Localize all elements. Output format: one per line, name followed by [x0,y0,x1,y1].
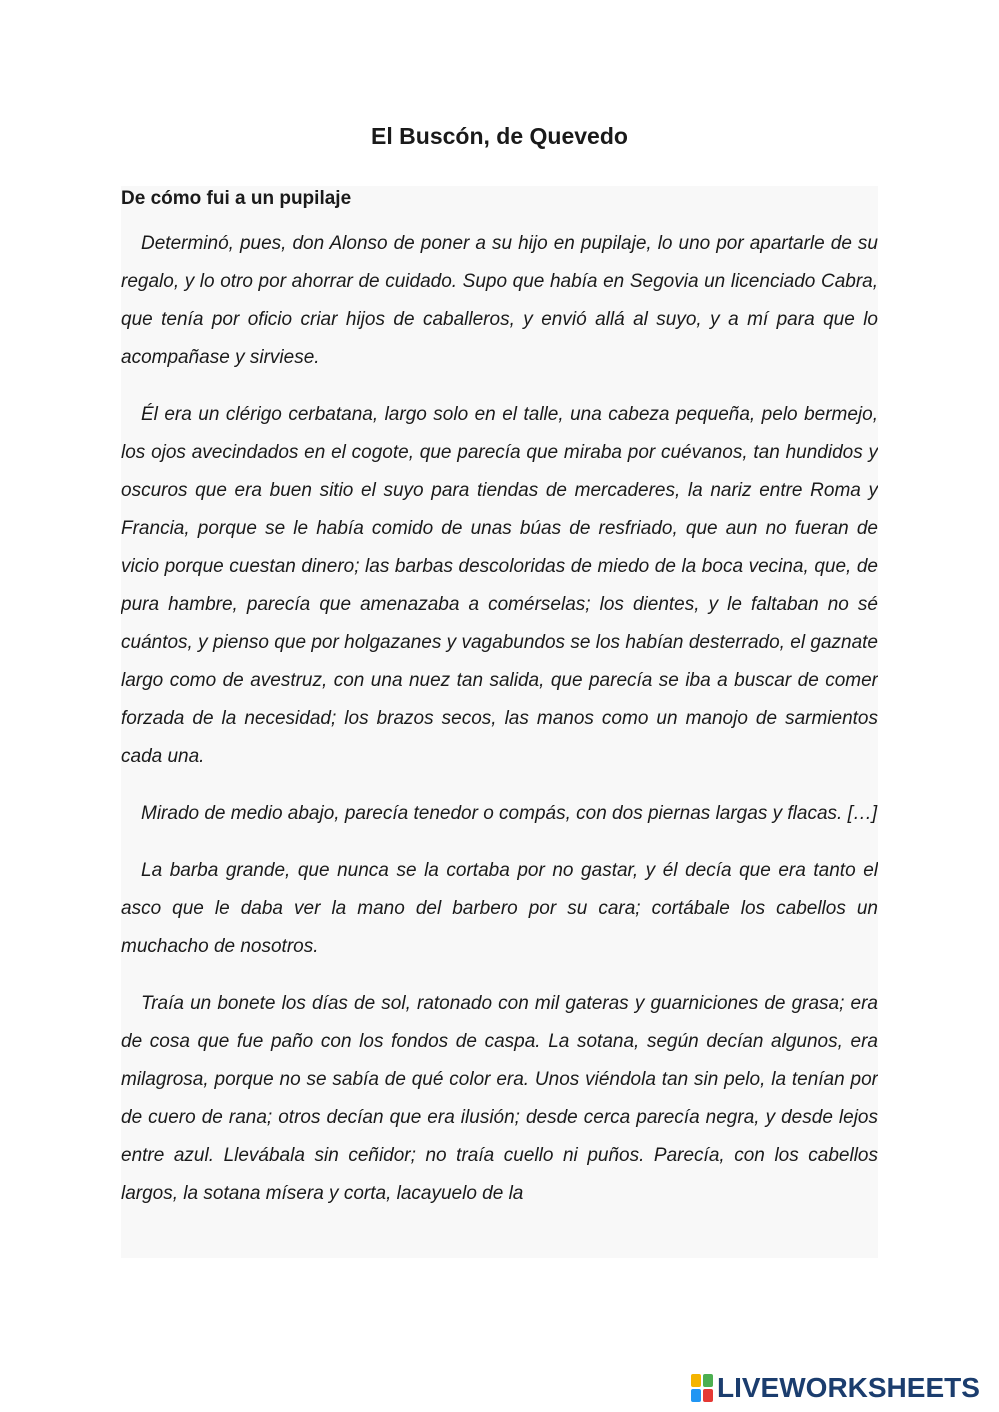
brand-name: LIVEWORKSHEETS [717,1372,980,1403]
paragraph: Determinó, pues, don Alonso de poner a su hijo en pupilaje, lo uno por apartarle de su regalo, y lo otro por ahorrar de cuidado. Supo que había en Segovia un licenciado Cabra, que tenía por oficio criar hijos de caballeros, y envió allá al suyo, y a mí para que lo acompañase y sirviese. [121,233,878,368]
paragraph: La barba grande, que nunca se la cortaba por no gastar, y él decía que era tanto el asco que le daba ver la mano del barbero por su cara; cortábale los cabellos un muchacho de nosotros. [121,860,878,957]
page-title: El Buscón, de Quevedo [371,123,628,149]
text-block [121,186,878,1258]
paragraph: Él era un clérigo cerbatana, largo solo en el talle, una cabeza pequeña, pelo bermejo, los ojos avecindados en el cogote, que parecía que miraba por cuévanos, tan hundidos y oscuros que era buen sitio el suyo para tiendas de mercaderes, la nariz entre Roma y Francia, porque se le había comido de unas búas de resfriado, que aun no fueran de vicio porque cuestan dinero; las barbas descoloridas de miedo de la boca vecina, que, de pura hambre, parecía que amenazaba a comérselas; los dientes, y le faltaban no sé cuántos, y pienso que por holgazanes y vagabundos se los habían desterrado, el gaznate largo como de avestruz, con una nuez tan salida, que parecía se iba a buscar de comer forzada de la necesidad; los brazos secos, las manos como un manojo de sarmientos cada una. [121,404,878,767]
section-heading: De cómo fui a un pupilaje [121,188,352,209]
liveworksheets-logo-icon [691,1374,713,1402]
brand-logo[interactable] [691,1371,980,1405]
paragraph: Mirado de medio abajo, parecía tenedor o compás, con dos piernas largas y flacas. […] [141,803,878,824]
paragraph: Traía un bonete los días de sol, ratonado con mil gateras y guarniciones de grasa; era de cosa que fue paño con los fondos de caspa. La sotana, según decían algunos, era milagrosa, porque no se sabía de qué color era. Unos viéndola tan sin pelo, la tenían por de cuero de rana; otros decían que era ilusión; desde cerca parecía negra, y desde lejos entre azul. Llevábala sin ceñidor; no traía cuello ni puños. Parecía, con los cabellos largos, la sotana mísera y corta, lacayuelo de la [121,993,878,1204]
